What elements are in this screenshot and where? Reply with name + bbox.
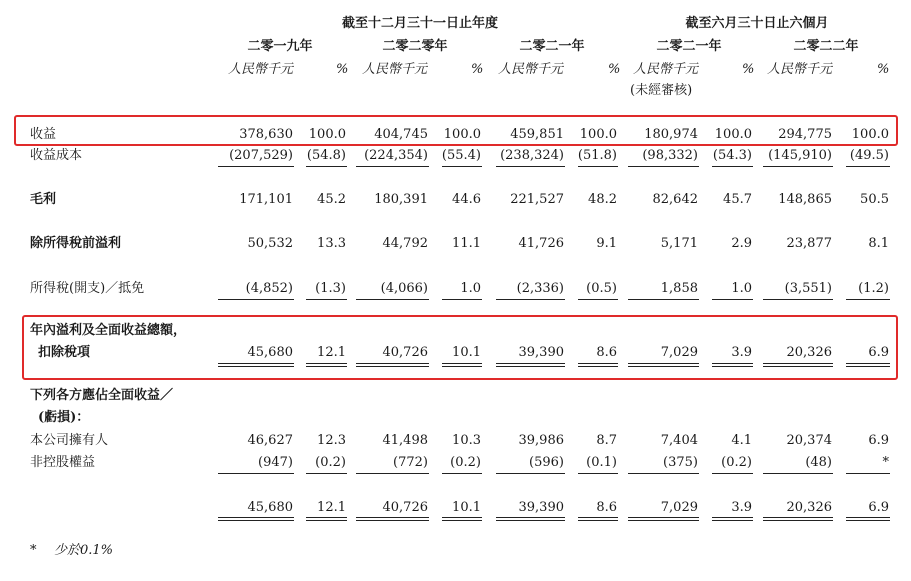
header-year-2020: 二零二零年 xyxy=(382,39,448,54)
cell-profit-before-tax-7: 2.9 xyxy=(731,236,752,251)
double-rule-total-7 xyxy=(712,517,753,521)
cell-owners-5: 8.7 xyxy=(596,433,617,448)
label-owners: 本公司擁有人 xyxy=(30,433,109,448)
cell-revenue-4: 459,851 xyxy=(510,127,564,142)
cell-grand-total-6: 7,029 xyxy=(660,500,698,515)
header-year-2019: 二零一九年 xyxy=(247,39,313,54)
rule-after-nci-6 xyxy=(628,473,699,474)
label-profit-line2: 扣除稅項 xyxy=(38,345,91,360)
header-half-2021: 二零二一年 xyxy=(656,39,722,54)
rule-after-nci-0 xyxy=(218,473,294,474)
cell-revenue-7: 100.0 xyxy=(714,127,752,142)
cell-grand-total-0: 45,680 xyxy=(247,500,293,515)
cell-profit-before-tax-9: 8.1 xyxy=(868,236,889,251)
header-half-year-group: 截至六月三十日止六個月 xyxy=(685,16,829,31)
cell-non-controlling-9: * xyxy=(882,455,889,470)
cell-cost-of-revenue-7: (54.3) xyxy=(712,148,752,163)
cell-revenue-2: 404,745 xyxy=(374,127,428,142)
double-rule-total-3 xyxy=(442,517,482,521)
cell-profit-total-3: 10.1 xyxy=(452,345,481,360)
cell-income-tax-1: (1.3) xyxy=(315,281,346,296)
cell-profit-total-6: 7,029 xyxy=(660,345,698,360)
cell-gross-profit-3: 44.6 xyxy=(452,192,481,207)
cell-gross-profit-8: 148,865 xyxy=(778,192,832,207)
rule-after-cost-7 xyxy=(712,166,753,167)
cell-revenue-1: 100.0 xyxy=(308,127,346,142)
cell-owners-6: 7,404 xyxy=(660,433,698,448)
header-half-2022: 二零二二年 xyxy=(793,39,859,54)
double-rule-total-8 xyxy=(763,517,833,521)
header-year-2021: 二零二一年 xyxy=(519,39,585,54)
rule-after-cost-9 xyxy=(846,166,890,167)
rule-after-cost-5 xyxy=(578,166,618,167)
cell-grand-total-9: 6.9 xyxy=(868,500,889,515)
cell-profit-total-7: 3.9 xyxy=(731,345,752,360)
rule-after-tax-0 xyxy=(218,299,294,300)
rule-after-cost-2 xyxy=(356,166,429,167)
cell-gross-profit-9: 50.5 xyxy=(860,192,889,207)
rule-after-tax-7 xyxy=(712,299,753,300)
unit-rmb-2021: 人民幣千元 xyxy=(498,62,564,77)
unit-rmb-2020: 人民幣千元 xyxy=(362,62,428,77)
cell-income-tax-6: 1,858 xyxy=(660,281,698,296)
rule-after-nci-7 xyxy=(712,473,753,474)
cell-owners-7: 4.1 xyxy=(731,433,752,448)
double-rule-total-0 xyxy=(218,517,294,521)
cell-profit-before-tax-2: 44,792 xyxy=(382,236,428,251)
cell-gross-profit-6: 82,642 xyxy=(652,192,698,207)
rule-after-tax-5 xyxy=(578,299,618,300)
unit-pct-2020: % xyxy=(471,62,484,77)
cell-owners-0: 46,627 xyxy=(247,433,293,448)
cell-grand-total-5: 8.6 xyxy=(596,500,617,515)
cell-non-controlling-5: (0.1) xyxy=(586,455,617,470)
cell-owners-4: 39,986 xyxy=(518,433,564,448)
unit-rmb-h2021: 人民幣千元 xyxy=(633,62,699,77)
label-cost-of-revenue: 收益成本 xyxy=(30,148,83,163)
double-rule-total-2 xyxy=(356,517,429,521)
cell-income-tax-2: (4,066) xyxy=(380,281,428,296)
cell-cost-of-revenue-4: (238,324) xyxy=(500,148,564,163)
cell-grand-total-2: 40,726 xyxy=(382,500,428,515)
double-rule-total-4 xyxy=(496,517,565,521)
rule-after-nci-4 xyxy=(496,473,565,474)
cell-profit-total-8: 20,326 xyxy=(786,345,832,360)
cell-owners-1: 12.3 xyxy=(317,433,346,448)
rule-after-cost-8 xyxy=(763,166,833,167)
cell-cost-of-revenue-2: (224,354) xyxy=(364,148,428,163)
cell-grand-total-7: 3.9 xyxy=(731,500,752,515)
cell-profit-total-0: 45,680 xyxy=(247,345,293,360)
highlight-revenue-row xyxy=(14,115,898,146)
cell-cost-of-revenue-6: (98,332) xyxy=(642,148,698,163)
cell-non-controlling-7: (0.2) xyxy=(721,455,752,470)
double-rule-total-5 xyxy=(578,517,618,521)
cell-profit-before-tax-3: 11.1 xyxy=(452,236,481,251)
cell-cost-of-revenue-8: (145,910) xyxy=(768,148,832,163)
cell-profit-total-9: 6.9 xyxy=(868,345,889,360)
cell-income-tax-0: (4,852) xyxy=(245,281,293,296)
cell-profit-total-1: 12.1 xyxy=(317,345,346,360)
label-revenue: 收益 xyxy=(30,127,57,142)
label-attributable-line1: 下列各方應佔全面收益／ xyxy=(30,388,174,403)
cell-revenue-3: 100.0 xyxy=(443,127,481,142)
cell-gross-profit-0: 171,101 xyxy=(239,192,293,207)
unit-pct-2019: % xyxy=(336,62,349,77)
rule-after-cost-3 xyxy=(442,166,482,167)
unit-pct-h2021: % xyxy=(742,62,755,77)
cell-profit-before-tax-0: 50,532 xyxy=(247,236,293,251)
rule-after-tax-3 xyxy=(442,299,482,300)
cell-income-tax-5: (0.5) xyxy=(586,281,617,296)
unit-rmb-h2022: 人民幣千元 xyxy=(767,62,833,77)
cell-profit-before-tax-1: 13.3 xyxy=(317,236,346,251)
footnote-mark: * xyxy=(30,543,37,558)
rule-after-cost-4 xyxy=(496,166,565,167)
rule-after-cost-0 xyxy=(218,166,294,167)
cell-revenue-8: 294,775 xyxy=(778,127,832,142)
rule-after-nci-5 xyxy=(578,473,618,474)
label-profit-before-tax: 除所得稅前溢利 xyxy=(30,236,122,251)
rule-after-tax-8 xyxy=(763,299,833,300)
cell-cost-of-revenue-0: (207,529) xyxy=(229,148,293,163)
cell-non-controlling-2: (772) xyxy=(393,455,428,470)
cell-non-controlling-1: (0.2) xyxy=(315,455,346,470)
cell-income-tax-3: 1.0 xyxy=(460,281,481,296)
cell-cost-of-revenue-1: (54.8) xyxy=(306,148,346,163)
cell-gross-profit-5: 48.2 xyxy=(588,192,617,207)
cell-revenue-9: 100.0 xyxy=(851,127,889,142)
cell-profit-total-5: 8.6 xyxy=(596,345,617,360)
cell-profit-total-2: 40,726 xyxy=(382,345,428,360)
label-attributable-line2: (虧損)： xyxy=(38,410,90,425)
cell-income-tax-7: 1.0 xyxy=(731,281,752,296)
label-gross-profit: 毛利 xyxy=(30,192,57,207)
rule-after-tax-9 xyxy=(846,299,890,300)
cell-profit-before-tax-4: 41,726 xyxy=(518,236,564,251)
rule-after-nci-3 xyxy=(442,473,482,474)
rule-after-tax-6 xyxy=(628,299,699,300)
rule-after-tax-1 xyxy=(306,299,347,300)
cell-owners-9: 6.9 xyxy=(868,433,889,448)
double-rule-total-9 xyxy=(846,517,890,521)
rule-after-tax-4 xyxy=(496,299,565,300)
cell-revenue-5: 100.0 xyxy=(579,127,617,142)
rule-after-tax-2 xyxy=(356,299,429,300)
rule-after-cost-1 xyxy=(306,166,347,167)
footnote-text: 少於0.1% xyxy=(54,543,114,558)
rule-after-nci-2 xyxy=(356,473,429,474)
cell-non-controlling-4: (596) xyxy=(529,455,564,470)
highlight-profit-row xyxy=(22,315,898,380)
cell-income-tax-8: (3,551) xyxy=(784,281,832,296)
label-non-controlling: 非控股權益 xyxy=(30,455,96,470)
cell-cost-of-revenue-9: (49.5) xyxy=(849,148,889,163)
cell-gross-profit-7: 45.7 xyxy=(723,192,752,207)
cell-income-tax-4: (2,336) xyxy=(516,281,564,296)
cell-non-controlling-8: (48) xyxy=(805,455,832,470)
unit-pct-2021: % xyxy=(608,62,621,77)
rule-after-nci-1 xyxy=(306,473,347,474)
cell-cost-of-revenue-3: (55.4) xyxy=(441,148,481,163)
cell-grand-total-3: 10.1 xyxy=(452,500,481,515)
rule-after-cost-6 xyxy=(628,166,699,167)
cell-non-controlling-0: (947) xyxy=(258,455,293,470)
rule-after-nci-8 xyxy=(763,473,833,474)
cell-profit-before-tax-5: 9.1 xyxy=(596,236,617,251)
rule-after-nci-9 xyxy=(846,473,890,474)
cell-gross-profit-2: 180,391 xyxy=(374,192,428,207)
cell-income-tax-9: (1.2) xyxy=(858,281,889,296)
header-year-group: 截至十二月三十一日止年度 xyxy=(341,16,499,31)
cell-profit-before-tax-8: 23,877 xyxy=(786,236,832,251)
cell-gross-profit-4: 221,527 xyxy=(510,192,564,207)
cell-non-controlling-6: (375) xyxy=(663,455,698,470)
label-income-tax: 所得稅(開支)／抵免 xyxy=(30,281,145,296)
unit-rmb-2019: 人民幣千元 xyxy=(228,62,294,77)
cell-grand-total-1: 12.1 xyxy=(317,500,346,515)
cell-owners-3: 10.3 xyxy=(452,433,481,448)
cell-revenue-6: 180,974 xyxy=(644,127,698,142)
cell-gross-profit-1: 45.2 xyxy=(317,192,346,207)
cell-profit-total-4: 39,390 xyxy=(518,345,564,360)
label-profit-line1: 年內溢利及全面收益總額， xyxy=(30,323,187,338)
cell-grand-total-4: 39,390 xyxy=(518,500,564,515)
cell-owners-2: 41,498 xyxy=(382,433,428,448)
cell-profit-before-tax-6: 5,171 xyxy=(660,236,698,251)
double-rule-total-6 xyxy=(628,517,699,521)
unaudited-note: (未經審核) xyxy=(630,83,693,98)
cell-non-controlling-3: (0.2) xyxy=(450,455,481,470)
unit-pct-h2022: % xyxy=(877,62,890,77)
cell-owners-8: 20,374 xyxy=(786,433,832,448)
cell-grand-total-8: 20,326 xyxy=(786,500,832,515)
cell-revenue-0: 378,630 xyxy=(239,127,293,142)
double-rule-total-1 xyxy=(306,517,347,521)
cell-cost-of-revenue-5: (51.8) xyxy=(577,148,617,163)
